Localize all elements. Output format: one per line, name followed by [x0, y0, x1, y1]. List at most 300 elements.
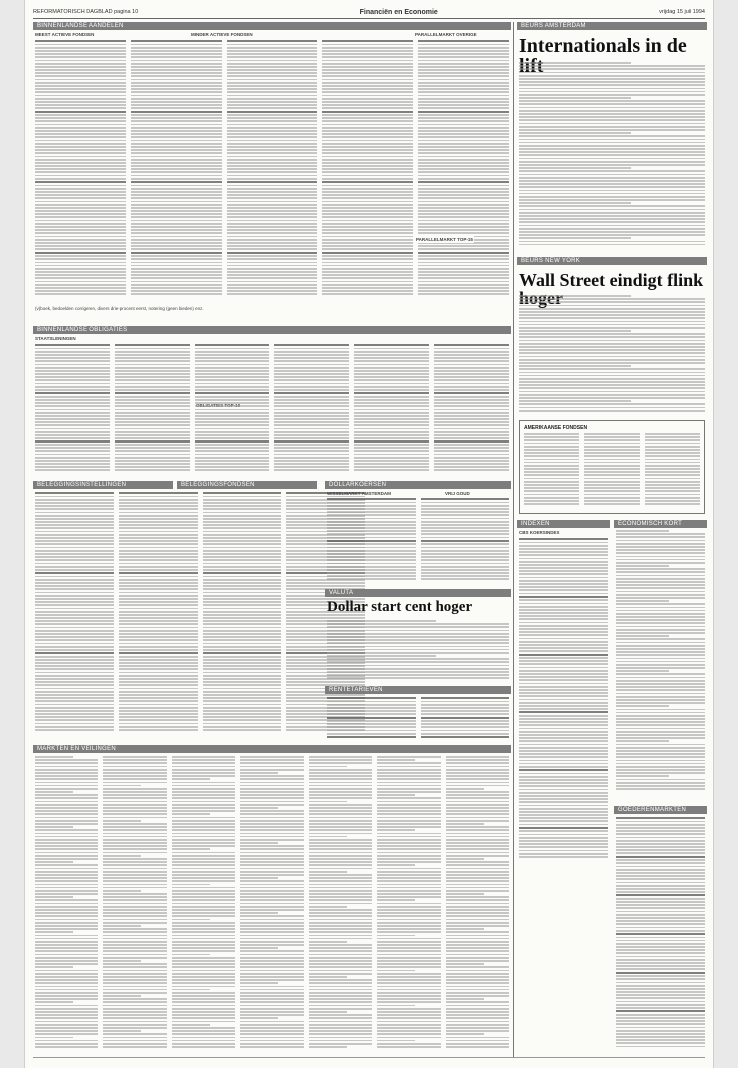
article-headline-dollar: Dollar start cent hoger — [327, 599, 473, 615]
fine-print-line — [35, 903, 98, 905]
fine-print-line — [119, 656, 198, 658]
fine-print-line — [616, 1014, 705, 1016]
fine-print-line — [131, 181, 222, 183]
fine-print-line — [35, 175, 126, 177]
fine-print-line — [309, 880, 372, 882]
fine-print-line — [35, 454, 110, 456]
fine-print-line — [309, 1008, 372, 1010]
fine-print-line — [616, 626, 705, 628]
fine-print-line — [131, 162, 222, 164]
table-title-vrij-goud: VRIJ GOUD — [445, 491, 470, 496]
fine-print-line — [115, 415, 190, 417]
fine-print-line — [240, 1014, 303, 1016]
fine-print-line — [227, 104, 318, 106]
fine-print-line — [131, 242, 222, 244]
fine-print-line — [227, 124, 318, 126]
fine-print-line — [645, 481, 700, 483]
fine-print-column — [119, 492, 198, 740]
fine-print-line — [274, 409, 349, 411]
fine-print-line — [309, 826, 372, 828]
fine-print-column — [421, 498, 510, 584]
fine-print-line — [35, 636, 114, 638]
fine-print-line — [519, 135, 705, 137]
fine-print-line — [418, 168, 509, 170]
fine-print-line — [35, 890, 98, 892]
fine-print-line — [616, 975, 705, 977]
fine-print-line — [203, 719, 282, 721]
fine-print-line — [377, 906, 440, 908]
fine-print-line — [446, 938, 509, 940]
fine-print-line — [616, 559, 705, 561]
fine-print-line — [35, 941, 98, 943]
fine-print-line — [35, 778, 98, 780]
fine-print-line — [274, 428, 349, 430]
fine-print-line — [616, 571, 705, 573]
fine-print-line — [309, 836, 347, 838]
fine-print-line — [377, 877, 440, 879]
fine-print-line — [227, 262, 318, 264]
fine-print-line — [119, 527, 198, 529]
fine-print-line — [240, 928, 303, 930]
fine-print-line — [240, 995, 303, 997]
fine-print-line — [309, 887, 372, 889]
fine-print-line — [421, 572, 510, 574]
fine-print-line — [418, 181, 509, 183]
fine-print-line — [354, 457, 429, 459]
fine-print-line — [421, 736, 510, 738]
fine-print-line — [377, 845, 440, 847]
fine-print-line — [227, 197, 318, 199]
fine-print-line — [131, 175, 222, 177]
fine-print-line — [172, 877, 235, 879]
fine-print-line — [203, 636, 282, 638]
fine-print-line — [274, 431, 349, 433]
fine-print-line — [354, 348, 429, 350]
fine-print-line — [616, 904, 705, 906]
fine-print-line — [35, 409, 110, 411]
fine-print-line — [309, 871, 347, 873]
fine-print-line — [446, 906, 509, 908]
fine-print-line — [377, 880, 440, 882]
fine-print-line — [616, 1001, 705, 1003]
fine-print-line — [172, 778, 210, 780]
fine-print-line — [519, 244, 705, 246]
fine-print-line — [115, 409, 190, 411]
fine-print-line — [418, 229, 509, 231]
fine-print-line — [35, 98, 126, 100]
fine-print-line — [616, 775, 669, 777]
fine-print-line — [131, 117, 222, 119]
fine-print-line — [616, 696, 705, 698]
fine-print-line — [519, 81, 705, 83]
fine-print-line — [418, 194, 509, 196]
fine-print-column — [35, 756, 98, 1056]
fine-print-line — [35, 239, 126, 241]
fine-print-line — [103, 982, 166, 984]
fine-print-line — [274, 392, 349, 394]
fine-print-line — [172, 759, 235, 761]
fine-print-line — [418, 223, 509, 225]
fine-print-line — [327, 620, 436, 622]
fine-print-line — [35, 412, 110, 414]
fine-print-line — [322, 265, 413, 267]
fine-print-line — [286, 617, 365, 619]
fine-print-line — [203, 502, 282, 504]
fine-print-line — [203, 566, 282, 568]
fine-print-line — [131, 91, 222, 93]
fine-print-line — [119, 512, 198, 514]
fine-print-line — [172, 938, 235, 940]
fine-print-line — [227, 232, 318, 234]
fine-print-line — [274, 421, 349, 423]
fine-print-line — [524, 439, 579, 441]
fine-print-line — [616, 753, 705, 755]
fine-print-line — [240, 982, 278, 984]
fine-print-line — [418, 69, 509, 71]
fine-print-line — [377, 817, 440, 819]
fine-print-line — [103, 788, 166, 790]
fine-print-line — [195, 437, 270, 439]
fine-print-line — [203, 681, 282, 683]
fine-print-line — [616, 613, 705, 615]
fine-print-line — [418, 245, 509, 247]
fine-print-line — [103, 944, 166, 946]
fine-print-line — [519, 167, 631, 169]
fine-print-line — [195, 351, 270, 353]
fine-print-line — [309, 998, 372, 1000]
fine-print-line — [616, 1033, 705, 1035]
fine-print-line — [35, 521, 114, 523]
fine-print-line — [172, 1040, 235, 1042]
fine-print-line — [616, 943, 705, 945]
fine-print-line — [645, 494, 700, 496]
fine-print-line — [446, 1005, 509, 1007]
fine-print-line — [519, 148, 705, 150]
fine-print-line — [131, 223, 222, 225]
fine-print-line — [227, 194, 318, 196]
fine-print-line — [616, 635, 669, 637]
fine-print-line — [584, 439, 639, 441]
fine-print-line — [418, 210, 509, 212]
fine-print-line — [131, 268, 222, 270]
fine-print-line — [35, 91, 126, 93]
fine-print-line — [519, 154, 705, 156]
fine-print-line — [616, 1010, 705, 1012]
fine-print-line — [616, 693, 705, 695]
fine-print-line — [418, 47, 509, 49]
fine-print-line — [131, 178, 222, 180]
fine-print-line — [434, 437, 509, 439]
fine-print-line — [584, 436, 639, 438]
fine-print-line — [240, 810, 303, 812]
fine-print-line — [195, 409, 270, 411]
fine-print-line — [616, 933, 705, 935]
fine-print-line — [227, 66, 318, 68]
fine-print-line — [240, 925, 303, 927]
fine-print-line — [35, 633, 114, 635]
fine-print-line — [309, 976, 347, 978]
fine-print-line — [172, 817, 235, 819]
fine-print-line — [131, 136, 222, 138]
fine-print-line — [446, 782, 509, 784]
fine-print-line — [519, 542, 608, 544]
fine-print-line — [103, 903, 166, 905]
fine-print-line — [434, 379, 509, 381]
fine-print-line — [35, 823, 98, 825]
fine-print-line — [519, 634, 608, 636]
fine-print-line — [616, 760, 705, 762]
fine-print-line — [519, 378, 705, 380]
table-title-wisselmarkt: WISSELMARKT AMSTERDAM — [327, 491, 391, 496]
fine-print-line — [195, 434, 270, 436]
fine-print-line — [115, 402, 190, 404]
fine-print-line — [131, 156, 222, 158]
fine-print-line — [35, 204, 126, 206]
fine-print-line — [115, 444, 190, 446]
fine-print-line — [35, 611, 114, 613]
fine-print-line — [327, 736, 416, 738]
fine-print-line — [203, 508, 282, 510]
fine-print-line — [103, 899, 166, 901]
fine-print-line — [203, 649, 282, 651]
fine-print-line — [240, 858, 303, 860]
fine-print-line — [309, 935, 372, 937]
fine-print-line — [103, 986, 166, 988]
fine-print-line — [227, 75, 318, 77]
fine-print-line — [240, 766, 303, 768]
fine-print-line — [421, 578, 510, 580]
fine-print-line — [519, 589, 608, 591]
fine-print-line — [119, 543, 198, 545]
fine-print-line — [103, 864, 166, 866]
fine-print-line — [195, 463, 270, 465]
fine-print-line — [519, 567, 608, 569]
fine-print-line — [35, 354, 110, 356]
fine-print-line — [103, 963, 166, 965]
fine-print-line — [103, 976, 166, 978]
fine-print-line — [616, 965, 705, 967]
fine-print-line — [119, 572, 198, 574]
fine-print-line — [354, 399, 429, 401]
fine-print-line — [103, 829, 166, 831]
fine-print-line — [354, 447, 429, 449]
fine-print-line — [616, 658, 705, 660]
fine-print-line — [195, 383, 270, 385]
fine-print-line — [377, 871, 440, 873]
fine-print-line — [35, 156, 126, 158]
fine-print-line — [418, 111, 509, 113]
fine-print-line — [172, 1017, 235, 1019]
fine-print-line — [35, 434, 110, 436]
fine-print-line — [519, 689, 608, 691]
fine-print-line — [519, 606, 608, 608]
fine-print-line — [35, 992, 98, 994]
fine-print-line — [519, 196, 705, 198]
fine-print-line — [519, 756, 608, 758]
fine-print-line — [35, 1040, 98, 1042]
fine-print-line — [421, 537, 510, 539]
fine-print-line — [446, 759, 509, 761]
fine-print-line — [227, 47, 318, 49]
fine-print-line — [131, 188, 222, 190]
fine-print-line — [327, 556, 416, 558]
fine-print-line — [172, 880, 235, 882]
fine-print-line — [434, 428, 509, 430]
fine-print-line — [519, 298, 705, 300]
fine-print-line — [35, 756, 73, 758]
fine-print-line — [203, 623, 282, 625]
fine-print-line — [354, 466, 429, 468]
fine-print-line — [115, 364, 190, 366]
fine-print-line — [309, 931, 372, 933]
fine-print-line — [327, 502, 416, 504]
fine-print-line — [418, 265, 509, 267]
fine-print-line — [35, 569, 114, 571]
fine-print-line — [35, 274, 126, 276]
fine-print-line — [418, 72, 509, 74]
fine-print-line — [327, 733, 416, 735]
fine-print-line — [434, 357, 509, 359]
fine-print-line — [203, 710, 282, 712]
fine-print-line — [327, 668, 509, 670]
fine-print-line — [377, 970, 415, 972]
fine-print-line — [421, 563, 510, 565]
fine-print-line — [172, 813, 210, 815]
fine-print-line — [327, 511, 416, 513]
fine-print-line — [103, 877, 166, 879]
fine-print-line — [195, 405, 270, 407]
fine-print-line — [446, 833, 509, 835]
fine-print-line — [322, 248, 413, 250]
fine-print-line — [377, 998, 440, 1000]
fine-print-line — [103, 884, 166, 886]
fine-print-line — [240, 794, 303, 796]
fine-print-line — [309, 775, 372, 777]
fine-print-line — [418, 197, 509, 199]
fine-print-line — [446, 919, 509, 921]
fine-print-line — [645, 468, 700, 470]
fine-print-line — [446, 992, 509, 994]
fine-print-line — [616, 575, 705, 577]
fine-print-line — [322, 287, 413, 289]
fine-print-line — [524, 487, 579, 489]
fine-print-line — [354, 389, 429, 391]
fine-print-line — [119, 505, 198, 507]
fine-print-line — [119, 643, 198, 645]
fine-print-line — [131, 79, 222, 81]
fine-print-line — [354, 415, 429, 417]
fine-print-line — [195, 469, 270, 471]
fine-print-line — [616, 737, 705, 739]
fine-print-line — [327, 537, 416, 539]
fine-print-line — [119, 707, 198, 709]
fine-print-line — [418, 252, 509, 254]
fine-print-line — [377, 807, 440, 809]
fine-print-line — [35, 553, 114, 555]
fine-print-line — [195, 354, 270, 356]
fine-print-line — [195, 348, 270, 350]
fine-print-line — [203, 694, 282, 696]
fine-print-line — [309, 759, 372, 761]
fine-print-line — [519, 801, 608, 803]
fine-print-line — [240, 817, 303, 819]
fine-print-line — [309, 922, 372, 924]
fine-print-line — [103, 858, 166, 860]
fine-print-line — [309, 1043, 372, 1045]
fine-print-line — [35, 424, 110, 426]
fine-print-line — [35, 95, 126, 97]
fine-print-line — [35, 258, 126, 260]
fine-print-line — [309, 855, 372, 857]
fine-print-line — [103, 1040, 166, 1042]
fine-print-line — [172, 829, 235, 831]
fine-print-line — [519, 580, 608, 582]
fine-print-line — [322, 91, 413, 93]
fine-print-line — [103, 782, 166, 784]
fine-print-line — [35, 989, 98, 991]
fine-print-line — [377, 813, 440, 815]
fine-print-line — [115, 418, 190, 420]
fine-print-line — [616, 923, 705, 925]
fine-print-line — [35, 383, 110, 385]
fine-print-line — [322, 175, 413, 177]
fine-print-line — [131, 216, 222, 218]
fine-print-line — [309, 919, 372, 921]
fine-print-line — [519, 711, 608, 713]
fine-print-line — [519, 660, 608, 662]
fine-print-line — [195, 454, 270, 456]
fine-print-line — [377, 976, 440, 978]
fine-print-line — [446, 1001, 509, 1003]
fine-print-line — [115, 424, 190, 426]
fine-print-line — [616, 1030, 705, 1032]
fine-print-line — [322, 204, 413, 206]
fine-print-line — [327, 524, 416, 526]
fine-print-line — [322, 114, 413, 116]
fine-print-line — [418, 101, 509, 103]
fine-print-line — [616, 565, 669, 567]
fine-print-line — [35, 415, 110, 417]
fine-print-line — [421, 733, 510, 735]
fine-print-line — [418, 66, 509, 68]
fine-print-line — [519, 670, 608, 672]
fine-print-line — [35, 252, 126, 254]
fine-print-line — [519, 615, 608, 617]
fine-print-line — [616, 946, 705, 948]
fine-print-line — [446, 848, 509, 850]
fine-print-column — [377, 756, 440, 1056]
fine-print-line — [35, 344, 110, 346]
fine-print-line — [322, 136, 413, 138]
fine-print-line — [309, 1011, 347, 1013]
fine-print-line — [240, 935, 303, 937]
fine-print-line — [377, 782, 440, 784]
goederenmarkten-listing — [616, 817, 705, 1055]
fine-print-line — [35, 207, 126, 209]
fine-print-line — [103, 813, 166, 815]
fine-print-line — [327, 639, 509, 641]
fine-print-line — [35, 168, 126, 170]
fine-print-line — [103, 935, 166, 937]
fine-print-line — [377, 963, 440, 965]
fine-print-line — [418, 268, 509, 270]
fine-print-line — [309, 1027, 372, 1029]
fine-print-line — [227, 223, 318, 225]
fine-print-line — [35, 75, 126, 77]
fine-print-line — [519, 107, 705, 109]
fine-print-line — [35, 1014, 98, 1016]
fine-print-line — [240, 845, 303, 847]
